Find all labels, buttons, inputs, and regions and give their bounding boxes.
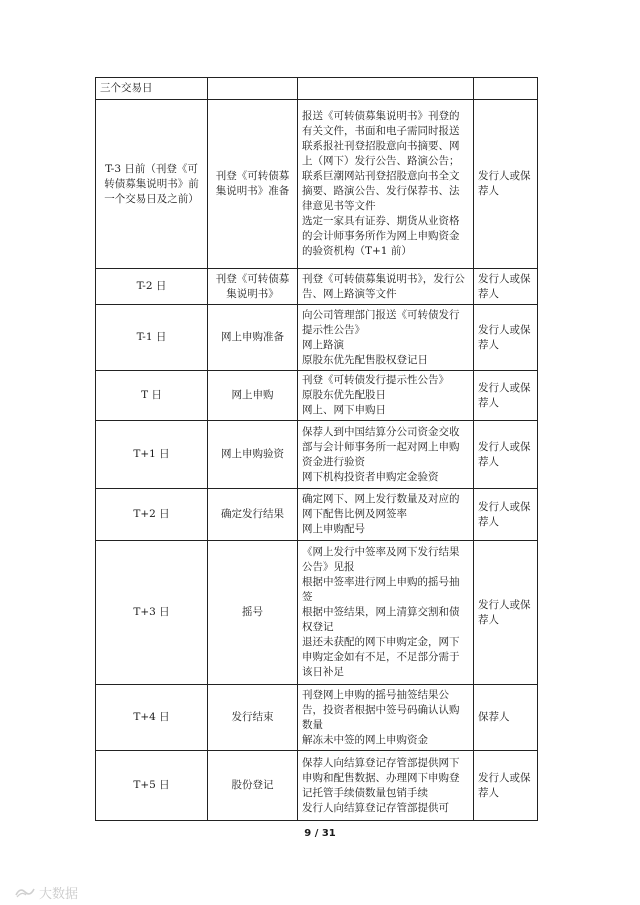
cell-description (298, 541, 474, 685)
cell-task: 网上申购 (208, 371, 298, 421)
description-line: 网上路演 (302, 338, 344, 351)
cell-responsible-party: 发行人或保荐人 (474, 371, 538, 421)
cell-responsible-party: 发行人或保荐人 (474, 305, 538, 371)
description-line: 《网上发行中签率及网下发行结果公告》见报 (302, 546, 460, 573)
cell-task: 摇号 (208, 541, 298, 685)
table-row (96, 421, 538, 489)
cell-description (298, 100, 474, 269)
cell-description (298, 305, 474, 371)
description-line: 原股东优先配股日 (302, 389, 386, 401)
description-line: 退还未获配的网下申购定金，网下申购定金如有不足，不足部分需于该日补足 (302, 636, 460, 678)
table-row (96, 751, 538, 821)
cell-date: T+3 日 (96, 541, 208, 685)
description-line: 报送《可转债募集说明书》刊登的有关文件，书面和电子需同时报送 (302, 110, 460, 137)
page-number: 9 / 31 (304, 828, 336, 839)
cell-description (298, 685, 474, 751)
description-line: 根据中签率进行网上申购的摇号抽签 (302, 576, 460, 603)
description-line: 刊登《可转债募集说明书》，发行公告、网上路演等文件 (302, 272, 465, 300)
description-line: 联系巨潮网站刊登招股意向书全文摘要、路演公告、发行保荐书、法律意见书等文件 (302, 170, 460, 212)
description-line: 保荐人到中国结算分公司资金交收部与会计师事务所一起对网上申购资金进行验资 (302, 425, 460, 468)
cell-date: T+4 日 (96, 685, 208, 751)
cell-description (298, 269, 474, 305)
watermark-logo-icon (14, 885, 36, 899)
description-line: 联系报社刊登招股意向书摘要、网上（网下）发行公告、路演公告； (302, 140, 460, 167)
cell-responsible-party: 保荐人 (474, 685, 538, 751)
table-row (96, 100, 538, 269)
description-line: 刊登网上申购的摇号抽签结果公告，投资者根据中签号码确认认购数量 (302, 688, 460, 731)
schedule-table-body (96, 78, 538, 821)
cell-responsible-party: 发行人或保荐人 (474, 100, 538, 269)
issuance-schedule-table (95, 77, 538, 821)
cell-date: T-1 日 (96, 305, 208, 371)
table-row (96, 78, 538, 100)
description-line: 发行人向结算登记存管部提供可 (302, 801, 449, 814)
cell-responsible-party: 发行人或保荐人 (474, 269, 538, 305)
description-line: 选定一家具有证券、期货从业资格的会计师事务所作为网上申购资金的验资机构（T+1 前） (302, 215, 460, 257)
description-line: 保荐人向结算登记存管部提供网下申购和配售数据、办理网下申购登记托管手续债数量包销手续 (302, 756, 460, 799)
table-row (96, 685, 538, 751)
description-line: 刊登《可转债发行提示性公告》 (302, 374, 449, 386)
watermark-text: 大数据 (39, 886, 79, 902)
table-row (96, 489, 538, 541)
description-line: 根据中签结果，网上清算交割和债权登记 (302, 606, 460, 633)
cell-description (298, 371, 474, 421)
cell-task: 刊登《可转债募集说明书》 (208, 269, 298, 305)
cell-date: T+5 日 (96, 751, 208, 821)
description-line: 向公司管理部门报送《可转债发行提示性公告》 (302, 308, 460, 336)
description-line: 原股东优先配售股权登记日 (302, 353, 428, 366)
description-line: 解冻未中签的网上申购资金 (302, 733, 428, 746)
cell-task (208, 78, 298, 100)
cell-responsible-party: 发行人或保荐人 (474, 489, 538, 541)
table-row (96, 269, 538, 305)
table-row (96, 305, 538, 371)
cell-date: T 日 (96, 371, 208, 421)
cell-task: 确定发行结果 (208, 489, 298, 541)
cell-description (298, 78, 474, 100)
cell-date: T+2 日 (96, 489, 208, 541)
cell-date: T-3 日前（刊登《可转债募集说明书》前一个交易日及之前） (96, 100, 208, 269)
description-line: 网上、网下申购日 (302, 404, 386, 416)
cell-task: 网上申购准备 (208, 305, 298, 371)
description-line: 网上申购配号 (302, 523, 365, 535)
table-row (96, 541, 538, 685)
cell-description (298, 489, 474, 541)
cell-date: T+1 日 (96, 421, 208, 489)
table-row (96, 371, 538, 421)
cell-responsible-party: 发行人或保荐人 (474, 751, 538, 821)
cell-task: 网上申购验资 (208, 421, 298, 489)
watermark (14, 884, 78, 900)
cell-task: 发行结束 (208, 685, 298, 751)
description-line: 网下机构投资者申购定金验资 (302, 470, 439, 483)
cell-task: 股份登记 (208, 751, 298, 821)
cell-description (298, 751, 474, 821)
cell-responsible-party (474, 78, 538, 100)
cell-responsible-party: 发行人或保荐人 (474, 541, 538, 685)
description-line: 确定网下、网上发行数量及对应的网下配售比例及网签率 (302, 493, 460, 520)
cell-responsible-party: 发行人或保荐人 (474, 421, 538, 489)
cell-description (298, 421, 474, 489)
cell-date: 三个交易日 (96, 78, 208, 100)
cell-task: 刊登《可转债募集说明书》准备 (208, 100, 298, 269)
cell-date: T-2 日 (96, 269, 208, 305)
